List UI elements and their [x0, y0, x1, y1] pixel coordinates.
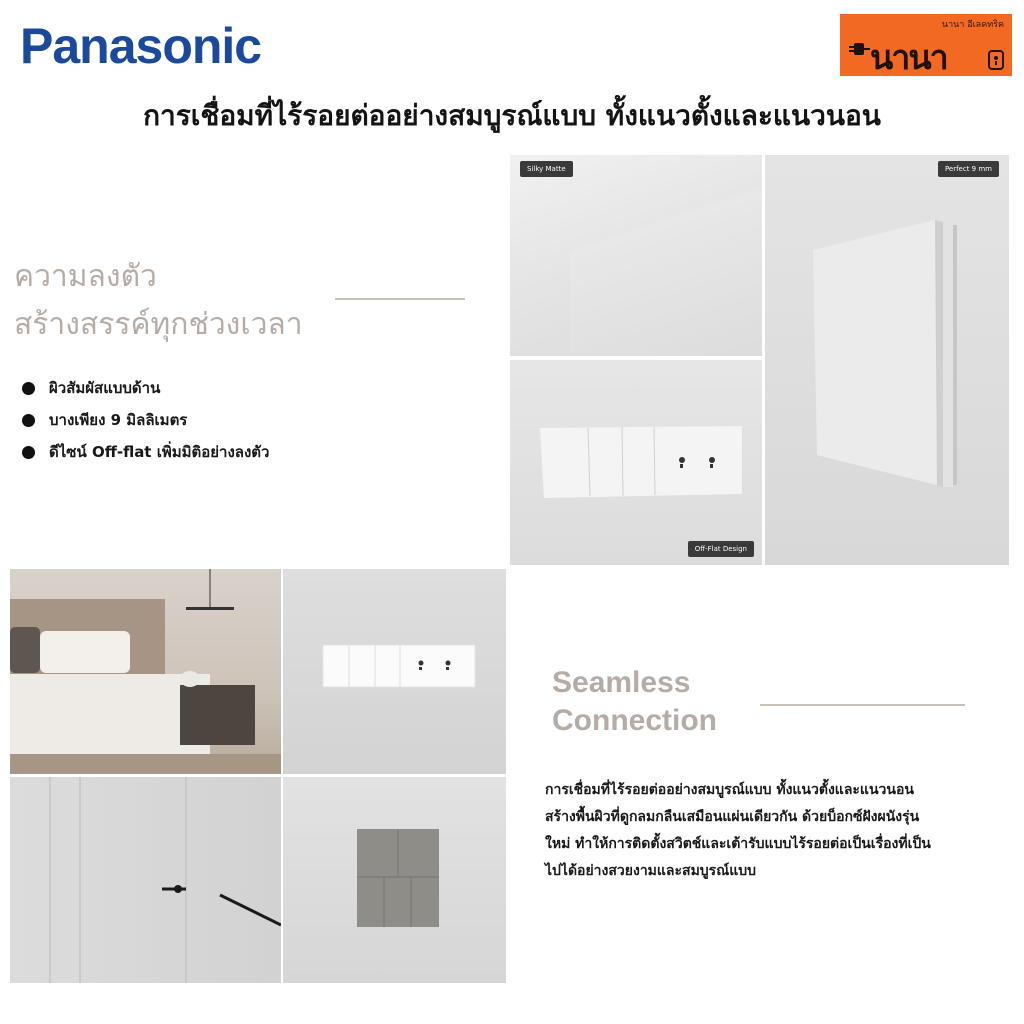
bullet-dot-icon	[22, 446, 35, 459]
shop-logo-text: นานา	[870, 38, 947, 78]
bullet-text: ผิวสัมผัสแบบด้าน	[49, 379, 161, 397]
wall-plane	[570, 179, 762, 356]
description-line: สร้างพื้นผิวที่ดูกลมกลืนเสมือนแผ่นเดียวกัน ด้วยบ็อกซ์ฝังผนังรุ่น	[545, 809, 920, 825]
door-handle-photo	[10, 777, 281, 983]
seamless-title-line-1: Seamless	[552, 666, 691, 699]
page-headline: การเชื่อมที่ไร้รอยต่ออย่างสมบูรณ์แบบ ทั้งแนวตั้งและแนวนอน	[143, 99, 881, 132]
bullet-item	[22, 372, 269, 404]
switch-panel-side-illustration	[765, 155, 1009, 565]
seamless-title-line-2: Connection	[552, 704, 717, 737]
shop-logo	[840, 14, 1012, 76]
bullet-item	[22, 436, 269, 468]
feature-heading-line-1: ความลงตัว	[14, 259, 157, 294]
socket-icon	[988, 50, 1004, 70]
seamless-description	[545, 777, 1015, 885]
bullet-dot-icon	[22, 382, 35, 395]
bedroom-photo	[10, 569, 281, 774]
bedroom-illustration	[10, 569, 281, 774]
white-switch-wall-photo	[283, 569, 506, 774]
grey-switch-panel-illustration	[283, 777, 506, 983]
bullet-text: บางเพียง 9 มิลลิเมตร	[49, 411, 188, 429]
panasonic-logo: Panasonic	[20, 18, 262, 74]
description-line: ไปได้อย่างสวยงามและสมบูรณ์แบบ	[545, 863, 756, 879]
feature-bullet-list	[22, 372, 269, 468]
feature-heading-line-2: สร้างสรรค์ทุกช่วงเวลา	[14, 307, 303, 342]
description-line: ใหม่ ทำให้การติดตั้งสวิตช์และเต้ารับแบบไร้รอยต่อเป็นเรื่องที่เป็น	[545, 836, 931, 852]
shop-logo-small-text: นานา อีเลคทริค	[941, 20, 1004, 30]
plug-icon	[848, 40, 870, 58]
white-switch-row-illustration	[283, 569, 506, 774]
description-line: การเชื่อมที่ไร้รอยต่ออย่างสมบูรณ์แบบ ทั้งแนวตั้งและแนวนอน	[545, 782, 914, 798]
seamless-title	[552, 664, 717, 740]
grey-switch-wall-photo	[283, 777, 506, 983]
photo-tag-perfect: Perfect 9 mm	[938, 161, 999, 177]
bullet-item	[22, 404, 269, 436]
door-illustration	[10, 777, 281, 983]
bullet-dot-icon	[22, 414, 35, 427]
heading-divider	[335, 298, 465, 300]
seamless-divider	[760, 704, 965, 706]
silky-matte-photo	[510, 155, 762, 356]
perfect-9mm-photo	[765, 155, 1009, 565]
photo-tag-silky: Silky Matte	[520, 161, 573, 177]
bullet-text: ดีไซน์ Off-flat เพิ่มมิติอย่างลงตัว	[49, 443, 270, 461]
off-flat-design-photo	[510, 360, 762, 565]
photo-tag-offflat: Off-Flat Design	[688, 541, 754, 557]
switch-row-illustration	[510, 360, 762, 565]
